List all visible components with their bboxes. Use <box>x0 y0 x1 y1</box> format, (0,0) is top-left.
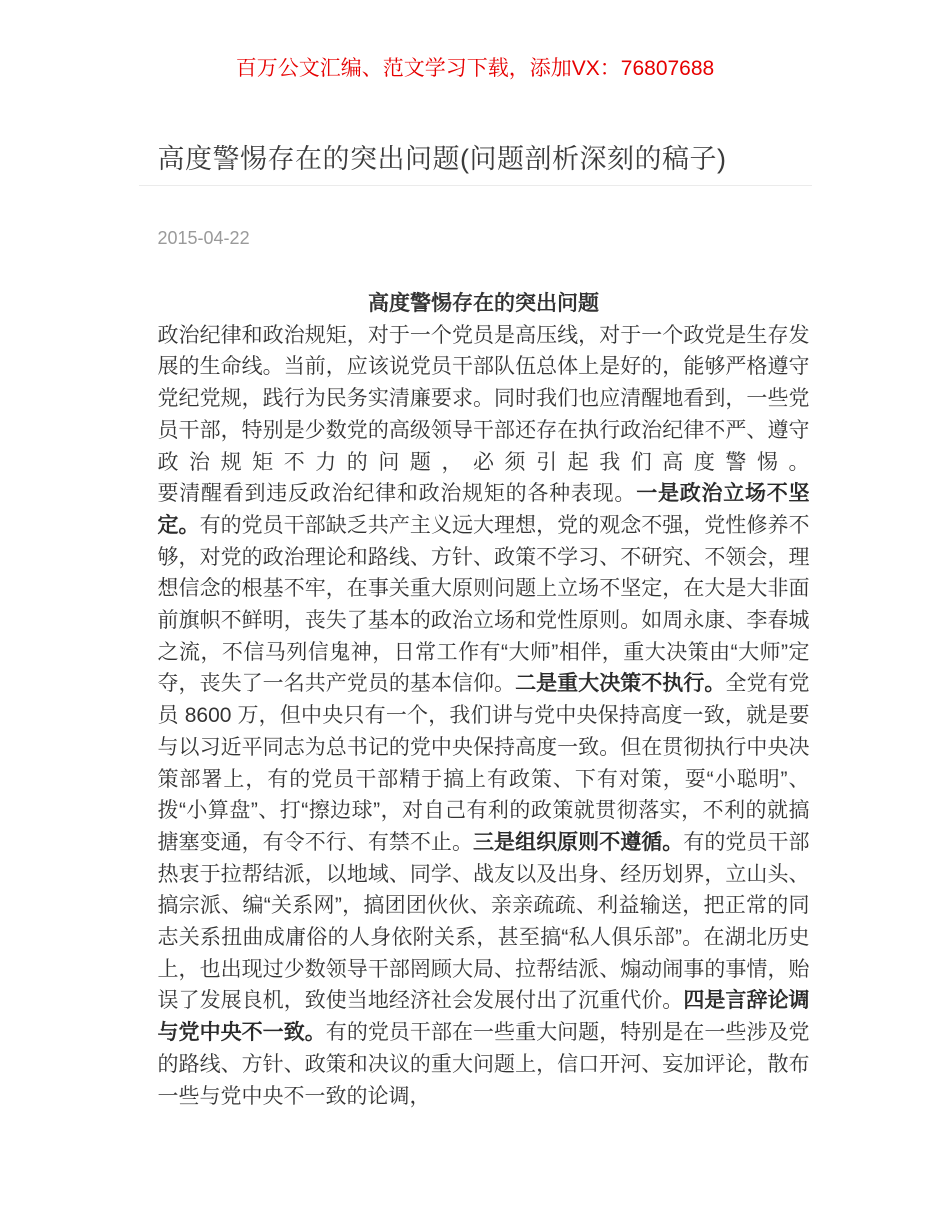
bold-segment: 一是政治立场不坚定。 <box>157 482 810 537</box>
text-segment: 政治纪律和政治规矩，对于一个党员是高压线，对于一个政党是生存发展的生命线。当前，应该说党员干部队伍总体上是好的，能够严格遵守党纪党规，践行为民务实清廉要求。同时我们也应清醒地看到，一些党员干部，特别是少数党的高级领导干部还存在执行政治纪律不严、遵守政治规矩不力的问题，必须引起我们高度警惕。 <box>157 323 810 474</box>
body-paragraph <box>158 320 810 479</box>
body-paragraph <box>158 478 810 1112</box>
body-heading: 高度警惕存在的突出问题 <box>368 292 599 315</box>
article-title: 高度警惕存在的突出问题(问题剖析深刻的稿子) <box>157 144 727 174</box>
text-segment: 要清醒看到违反政治纪律和政治规矩的各种表现。 <box>157 482 637 506</box>
body-paragraphs <box>158 320 810 1113</box>
bold-segment: 三是组织原则不遵循。 <box>473 830 684 854</box>
article-body <box>139 288 812 1112</box>
text-segment: 有的党员干部缺乏共产主义远大理想，党的观念不强，党性修养不够，对党的政治理论和路线、方针、政策不学习、不研究、不领会，理想信念的根基不牢，在事关重大原则问题上立场不坚定，在大是大非面前旗帜不鲜明，丧失了基本的政治立场和党性原则。如周永康、李春城之流，不信马列信鬼神，日常工作有“大师”相伴，重大决策由“大师”定夺，丧失了一名共产党员的基本信仰。 <box>157 513 810 696</box>
article-date: 2015-04-22 <box>157 228 250 248</box>
article <box>139 140 812 1112</box>
bold-segment: 二是重大决策不执行。 <box>515 672 726 696</box>
text-segment: 有的党员干部热衷于拉帮结派，以地域、同学、战友以及出身、经历划界，立山头、搞宗派、编“关系网”，搞团团伙伙、亲亲疏疏、利益输送，把正常的同志关系扭曲成庸俗的人身依附关系，甚至搞“私人俱乐部”。在湖北历史上，也出现过少数领导干部罔顾大局、拉帮结派、煽动闹事的事情，贻误了发展良机，致使当地经济社会发展付出了沉重代价。 <box>157 830 810 1013</box>
text-segment: 全党有党员 8600 万，但中央只有一个，我们讲与党中央保持高度一致，就是要与以习近平同志为总书记的党中央保持高度一致。但在贯彻执行中央决策部署上，有的党员干部精于搞上有政策、下有对策，耍“小聪明”、拨“小算盘”、打“擦边球”，对自己有利的政策就贯彻落实，不利的就搞搪塞变通，有令不行、有禁不止。 <box>157 672 810 854</box>
bold-segment: 四是言辞论调与党中央不一致。 <box>157 989 810 1045</box>
text-segment: 有的党员干部在一些重大问题，特别是在一些涉及党的路线、方针、政策和决议的重大问题上，信口开河、妄加评论，散布一些与党中央不一致的论调， <box>157 1021 810 1108</box>
promo-banner <box>0 0 950 81</box>
title-divider <box>139 185 812 186</box>
promo-banner-text: 百万公文汇编、范文学习下载，添加VX：76807688 <box>235 57 715 80</box>
